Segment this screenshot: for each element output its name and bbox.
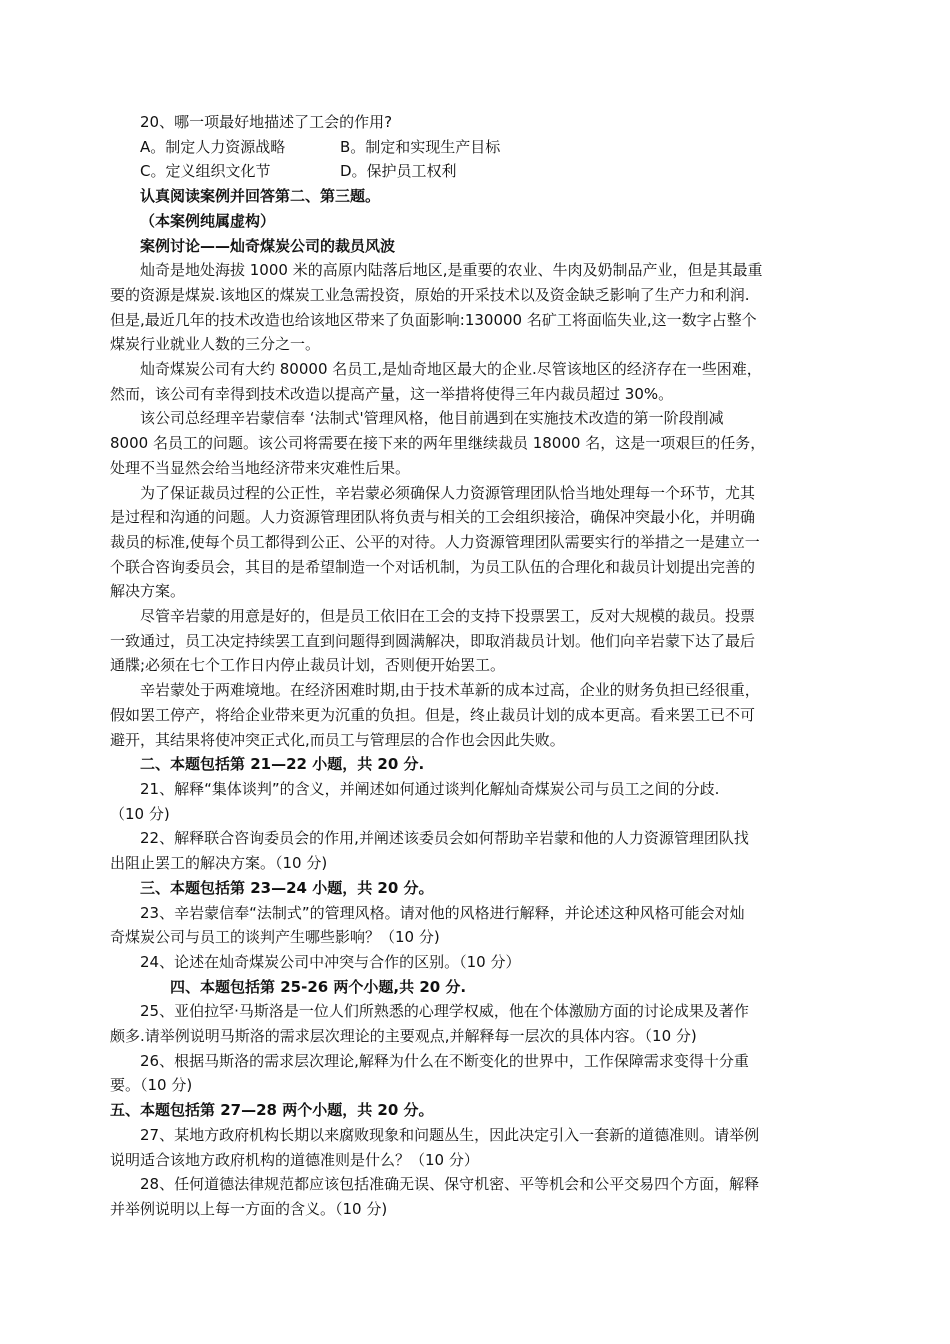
text-line: 28、任何道德法律规范都应该包括准确无误、保守机密、平等机会和公平交易四个方面，解释 [140,1175,760,1194]
options-row-cd [110,159,840,184]
case-instruction: 认真阅读案例并回答第二、第三题。 [140,187,381,206]
text-line: 要。（10 分) [110,1076,193,1095]
text-line: 个联合咨询委员会，其目的是希望制造一个对话机制，为员工队伍的合理化和裁员计划提出完善的 [110,557,756,576]
section-2-heading: 二、本题包括第 21—22 小题，共 20 分. [140,755,425,774]
question-20: 20、哪一项最好地描述了工会的作用? [140,113,393,131]
section-3-heading: 三、本题包括第 23—24 小题，共 20 分。 [140,878,434,897]
text-line: 是过程和沟通的问题。人力资源管理团队将负责与相关的工会组织接洽，确保冲突最小化，并明确 [110,508,756,527]
question-24: 24、论述在灿奇煤炭公司中冲突与合作的区别。（10 分） [140,952,521,971]
option-c: C。定义组织文化节 [140,162,271,181]
text-line: 26、根据马斯洛的需求层次理论,解释为什么在不断变化的世界中，工作保障需求变得十分重 [140,1051,749,1070]
options-row-ab [110,135,840,160]
document-page [110,110,840,1222]
question-22 [110,826,840,875]
text-line: （10 分) [110,804,170,823]
text-line: 煤炭行业就业人数的三分之一。 [110,335,321,354]
text-line: 灿奇是地处海拔 1000 米的高原内陆落后地区,是重要的农业、牛肉及奶制品产业，但是其最重 [140,261,763,280]
text-line: 25、亚伯拉罕·马斯洛是一位人们所熟悉的心理学权威，他在个体激励方面的讨论成果及著作 [140,1002,749,1021]
text-line: 27、某地方政府机构长期以来腐败现象和问题丛生，因此决定引入一套新的道德准则。请举例 [140,1125,760,1144]
text-line: 21、解释“集体谈判”的含义，并阐述如何通过谈判化解灿奇煤炭公司与员工之间的分歧. [140,779,720,798]
section-4-heading: 四、本题包括第 25-26 两个小题,共 20 分. [170,977,467,996]
text-line: 要的资源是煤炭.该地区的煤炭工业急需投资，原始的开采技术以及资金缺乏影响了生产力和利润. [110,285,750,304]
section-5-heading: 五、本题包括第 27—28 两个小题，共 20 分。 [110,1101,434,1120]
text-line: 为了保证裁员过程的公正性，辛岩蒙必须确保人力资源管理团队恰当地处理每一个环节，尤其 [140,483,756,502]
case-paragraph-3 [110,406,840,480]
option-b: B。制定和实现生产目标 [340,137,501,156]
text-line: 然而，该公司有幸得到技术改造以提高产量，这一举措将使得三年内裁员超过 30%。 [110,384,674,403]
option-d: D。保护员工权利 [340,162,457,181]
text-line: 但是,最近几年的技术改造也给该地区带来了负面影响:130000 名矿工将面临失业,这一数字占整个 [110,310,757,329]
text-line: 奇煤炭公司与员工的谈判产生哪些影响？（10 分) [110,928,440,947]
question-26 [110,1049,840,1098]
case-title: 案例讨论——灿奇煤炭公司的裁员风波 [140,236,396,255]
text-line: 22、解释联合咨询委员会的作用,并阐述该委员会如何帮助辛岩蒙和他的人力资源管理团队找 [140,829,749,848]
case-paragraph-1 [110,258,840,357]
text-line: 该公司总经理辛岩蒙信奉 ‘法制式'管理风格，他目前遇到在实施技术改造的第一阶段削减 [140,409,724,428]
text-line: 处理不当显然会给当地经济带来灾难性后果。 [110,458,411,477]
case-paragraph-2 [110,357,840,406]
question-23 [110,901,840,950]
question-21 [110,777,840,826]
question-28 [110,1172,840,1221]
text-line: 避开，其结果将使冲突正式化,而员工与管理层的合作也会因此失败。 [110,730,565,749]
text-line: 裁员的标准,使每个员工都得到公正、公平的对待。人力资源管理团队需要实行的举措之一是建立一 [110,532,760,551]
text-line: 解决方案。 [110,582,186,601]
option-a: A。制定人力资源战略 [140,137,286,156]
text-line: 假如罢工停产，将给企业带来更为沉重的负担。但是，终止裁员计划的成本更高。看来罢工已不可 [110,705,756,724]
text-line: 并举例说明以上每一方面的含义。（10 分) [110,1199,388,1218]
text-line: 辛岩蒙处于两难境地。在经济困难时期,由于技术革新的成本过高，企业的财务负担已经很重， [140,681,760,700]
text-line: 一致通过，员工决定持续罢工直到问题得到圆满解决，即取消裁员计划。他们向辛岩蒙下达了最后 [110,631,756,650]
case-disclaimer: （本案例纯属虚构） [140,211,276,230]
text-line: 说明适合该地方政府机构的道德准则是什么？（10 分） [110,1150,479,1169]
text-line: 灿奇煤炭公司有大约 80000 名员工,是灿奇地区最大的企业.尽管该地区的经济存在一些困难， [140,360,762,379]
case-paragraph-4 [110,481,840,605]
question-27 [110,1123,840,1172]
text-line: 23、辛岩蒙信奉“法制式”的管理风格。请对他的风格进行解释，并论述这种风格可能会对灿 [140,903,745,922]
case-paragraph-5 [110,604,840,678]
text-line: 颇多.请举例说明马斯洛的需求层次理论的主要观点,并解释每一层次的具体内容。（10 分) [110,1027,697,1046]
question-25 [110,999,840,1048]
text-line: 尽管辛岩蒙的用意是好的，但是员工依旧在工会的支持下投票罢工，反对大规模的裁员。投票 [140,607,756,626]
text-line: 出阻止罢工的解决方案。（10 分) [110,854,328,873]
text-line: 8000 名员工的问题。该公司将需要在接下来的两年里继续裁员 18000 名，这是一项艰巨的任务， [110,434,766,453]
case-paragraph-6 [110,678,840,752]
text-line: 通牒;必须在七个工作日内停止裁员计划，否则便开始罢工。 [110,656,506,675]
